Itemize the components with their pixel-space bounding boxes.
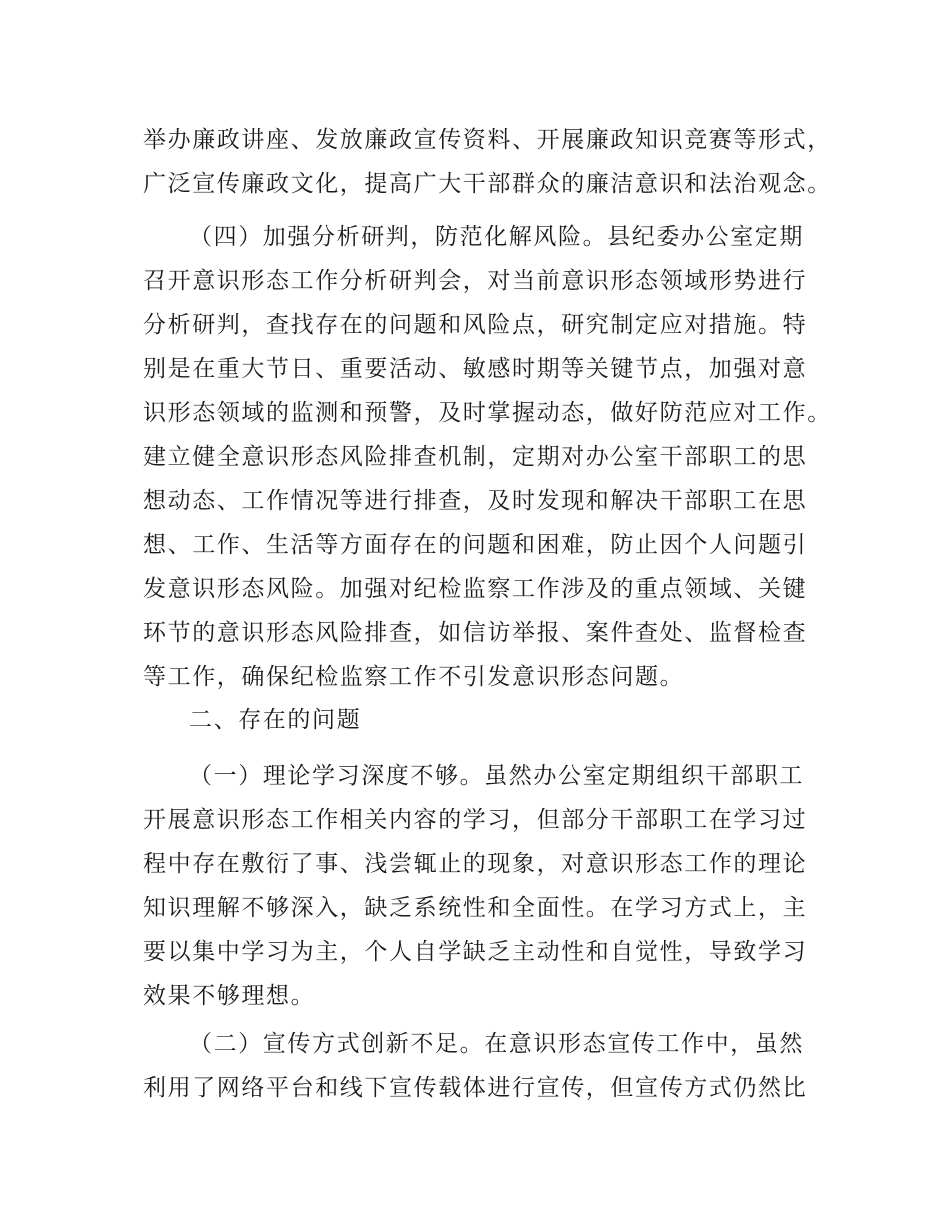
text-line: 建立健全意识形态风险排查机制，定期对办公室干部职工的思 bbox=[143, 444, 808, 470]
text-line: 别是在重大节日、重要活动、敏感时期等关键节点，加强对意 bbox=[143, 356, 808, 382]
text-line: 广泛宣传廉政文化，提高广大干部群众的廉洁意识和法治观念。 bbox=[143, 171, 832, 197]
text-line: （四）加强分析研判，防范化解风险。县纪委办公室定期 bbox=[189, 224, 804, 250]
text-line: 想、工作、生活等方面存在的问题和困难，防止因个人问题引 bbox=[143, 532, 808, 558]
text-line: 发意识形态风险。加强对纪检监察工作涉及的重点领域、关键 bbox=[143, 576, 808, 602]
text-line: 分析研判，查找存在的问题和风险点，研究制定应对措施。特 bbox=[143, 312, 808, 338]
paragraph-continuation bbox=[143, 118, 832, 206]
text-line: 等工作，确保纪检监察工作不引发意识形态问题。 bbox=[143, 664, 685, 690]
paragraph-theory-study bbox=[143, 754, 823, 1018]
paragraph-publicity-innovation bbox=[143, 1022, 823, 1110]
text-line: （二）宣传方式创新不足。在意识形态宣传工作中，虽然 bbox=[189, 1031, 804, 1057]
text-line: （一）理论学习深度不够。虽然办公室定期组织干部职工 bbox=[189, 763, 804, 789]
text-line: 知识理解不够深入，缺乏系统性和全面性。在学习方式上，主 bbox=[143, 895, 808, 921]
text-line: 效果不够理想。 bbox=[143, 983, 316, 1009]
text-line: 环节的意识形态风险排查，如信访举报、案件查处、监督检查 bbox=[143, 620, 808, 646]
text-line: 要以集中学习为主，个人自学缺乏主动性和自觉性，导致学习 bbox=[143, 939, 808, 965]
text-line: 利用了网络平台和线下宣传载体进行宣传，但宣传方式仍然比 bbox=[143, 1075, 808, 1101]
text-line: 召开意识形态工作分析研判会，对当前意识形态领域形势进行 bbox=[143, 268, 808, 294]
text-line: 开展意识形态工作相关内容的学习，但部分干部职工在学习过 bbox=[143, 807, 808, 833]
text-line: 程中存在敷衍了事、浅尝辄止的现象，对意识形态工作的理论 bbox=[143, 851, 808, 877]
section-heading bbox=[143, 698, 823, 742]
text-line: 识形态领域的监测和预警，及时掌握动态，做好防范应对工作。 bbox=[143, 400, 832, 426]
text-line: 想动态、工作情况等进行排查，及时发现和解决干部职工在思 bbox=[143, 488, 808, 514]
heading-line: 二、存在的问题 bbox=[189, 707, 362, 733]
text-line: 举办廉政讲座、发放廉政宣传资料、开展廉政知识竞赛等形式， bbox=[143, 127, 832, 153]
paragraph-risk-prevention bbox=[143, 215, 832, 699]
